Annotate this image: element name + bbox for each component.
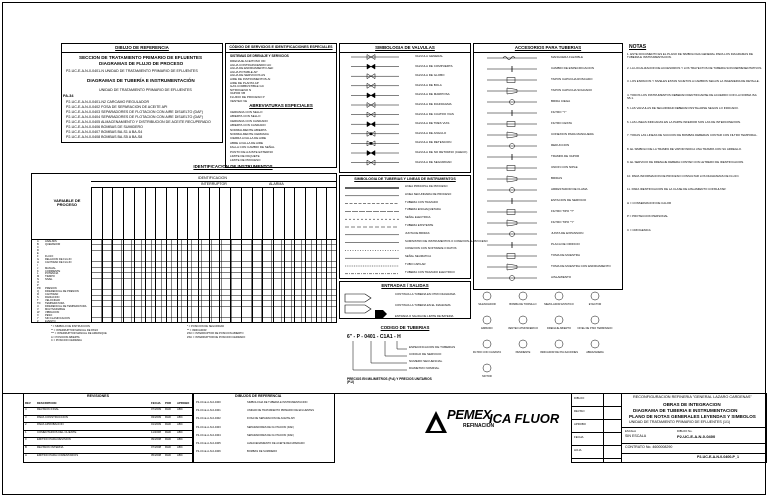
instrument-row-letter: A — [37, 240, 39, 243]
instrument-row-name: VELOCIDAD — [45, 299, 60, 302]
valve-label: VALVULA DE BOLA — [415, 82, 442, 87]
accessory-label: CAMBIO DE ESPECIFICACION — [551, 66, 595, 70]
accessory-label: CONEXION PARA MANGUERA — [551, 132, 594, 136]
tb-project: RECONFIGURACION REFINERIA "GENERAL LAZARO CARDENAS" — [633, 395, 752, 399]
revision-cell: 4 — [25, 407, 27, 411]
revision-cell: 11/2008 — [151, 429, 161, 434]
abbreviation-item: NORMALMENTE CERRADA — [230, 132, 269, 136]
reference-dwg-name: BOMBAS DE SUMIDERO — [247, 450, 278, 454]
inout-label: CONTINUA LA TUBERIA EN EL DIAGRAMA — [395, 303, 451, 307]
service-item: GAS COMBUSTIBLE GC — [230, 84, 265, 89]
title-block-field: DIBUJO — [574, 396, 585, 400]
instrument-row-letter: D — [37, 248, 39, 252]
accessory-label: BRIDA CIEGA — [551, 99, 571, 103]
accessory-symbols — [477, 54, 547, 286]
instrument-row-name: PRESION — [45, 287, 57, 291]
instrument-id-title: IDENTIFICACION DE INSTRUMENTOS — [193, 164, 273, 169]
services-title: CÓDIGO DE SERVICIOS E IDENTIFICACIONES ESPECIALES — [229, 45, 333, 49]
reference-drawing-item: P2-UC-E-A-N-0-0402 FOSA DE SEPARACION DE ACEITE API — [66, 105, 168, 109]
revision-cell: PARA APROBACION — [37, 422, 64, 427]
valve-symbols — [343, 53, 413, 171]
instrument-footnote: C = POSICION CERRADA — [51, 339, 82, 343]
misc-symbol-icon — [591, 316, 599, 324]
instrument-row-letter: X — [37, 313, 39, 317]
misc-symbol-label: EYECTOR — [588, 303, 602, 306]
misc-symbol-icon — [591, 292, 599, 300]
instrument-row-letter: M — [37, 275, 40, 279]
instrument-footnote: ZSO = INTERRUPTOR DE POSICION ABIERTO — [187, 332, 244, 336]
line-label: TUBERIA CON TRAZADO ELECTRICO — [405, 269, 455, 274]
title-block-field: FECHA — [574, 435, 584, 439]
instrument-row-letter: J — [37, 266, 39, 270]
note-item: 9. EL SERVICIO DE DRENAJE DEBERA CONTAR CON LETRERO DE IDENTIFICACION. — [627, 160, 745, 164]
reference-line-2: DIAGRAMAS DE FLUJO DE PROCESO — [99, 61, 184, 66]
pipecode-footer: PRECIOS EN MILIMETROS (P.A) Y PRECIOS UNITARIOS (P.U) — [347, 377, 432, 385]
reference-dwg-no: P2-UC-E-A-N-0-0405 — [196, 442, 221, 445]
misc-symbol-icon — [555, 316, 563, 324]
line-label: SEÑAL NEUMATICA — [405, 254, 432, 259]
valve-label: VALVULA DE GLOBO — [415, 73, 445, 78]
tb-line3: DIAGRAMA DE TUBERIA E INSTRUMENTACION — [633, 408, 738, 413]
pipecode-label: CODIGO DE SERVICIO — [409, 352, 442, 356]
service-item: VAPOR VB — [230, 91, 246, 96]
drawing-sheet — [2, 2, 766, 495]
abbreviations-title: ABREVIATURAS ESPECIALES — [249, 103, 313, 108]
valve-label: VALVULA DE ANGULO — [415, 130, 447, 135]
instrument-row-name: TIEMPO — [45, 275, 55, 279]
abbreviation-item: LIMITE DE PROCESO — [230, 158, 261, 163]
service-item: AGUA POTABLE AP — [230, 69, 258, 74]
note-item: H = CONSERVACION DE CALOR — [627, 200, 672, 205]
misc-symbol-icon — [555, 292, 563, 300]
accessory-label: UNION CON NIPLE — [551, 165, 578, 169]
misc-symbol-icon — [555, 340, 563, 348]
reference-dwg-no: P2-UC-E-A-N-0-0400 — [196, 401, 221, 404]
instrument-row-letter: I — [37, 263, 38, 267]
title-block-field: HOJA — [574, 448, 582, 452]
instrument-row-name: CORRIENTE — [45, 269, 61, 273]
service-item: NITROGENO N — [230, 87, 252, 92]
pipecode-label: ESPECIFICACION DE TUBERIAS — [409, 345, 456, 349]
inout-title: ENTRADAS / SALIDAS — [381, 283, 429, 288]
instrument-footnote: * = SIMBOLO DE INSTRUCCION — [51, 325, 90, 328]
revision-cell: 03/2009 — [151, 414, 162, 419]
misc-symbol-icon — [519, 292, 527, 300]
instrument-row-letter: W — [37, 310, 40, 314]
line-label: TUBERIA CON TRAZADO — [405, 199, 439, 204]
revision-cell: ABC — [177, 422, 183, 427]
misc-symbol-label: FILTRO CON CANASTA — [473, 351, 502, 354]
line-label: LINEA PRINCIPAL DE PROCESO — [405, 184, 448, 188]
instrument-row-letter: Q — [37, 290, 40, 294]
reference-dwg-no: P2-UC-E-A-N-0-0406 — [196, 450, 221, 454]
instrument-row-name: DIFERENCIAL DE TEMPERATURA — [45, 304, 87, 308]
valve-body-icon — [367, 122, 375, 127]
instrument-row-letter: T — [37, 299, 39, 302]
instrument-row-letter: N — [37, 278, 39, 282]
revision-cell: RHD — [165, 452, 172, 457]
accessory-label: TOMA DE MUESTRA — [551, 253, 580, 257]
abbreviation-item: FALLA CON CAMBIO DE SEÑAL — [230, 145, 275, 150]
line-symbols — [343, 184, 403, 279]
reference-dwg-name: SIMBOLOGIA DE TUBERIA E INSTRUMENTACION — [247, 401, 308, 404]
abbreviation-item: ABIERTA CON CANDADO — [230, 123, 266, 128]
revision-cell: 07/2008 — [151, 445, 162, 449]
revision-cell: RHD — [165, 445, 172, 449]
instrument-id-group: IDENTIFICACION — [198, 176, 227, 180]
note-item: 11. PARA IDENTIFICACION DE LA CLASE DE AISLAMIENTO CONSULTAR: — [627, 187, 727, 191]
abbreviation-item: NORMALMENTE ABIERTA — [230, 127, 267, 132]
abbreviation-item: LIMITE DE PAQUETE — [230, 154, 260, 158]
pipecode-label: DIAMETRO NOMINAL — [409, 366, 440, 370]
line-label: SUMINISTRO DE INSTRUMENTOS O CONEXION AL PROCESO — [405, 238, 488, 243]
note-item: 4. TODOS LOS INSTRUMENTOS DEBERAN IDENTIFICARSE DE ACUERDO CON LA NORMA ISA S5.1. — [627, 92, 757, 100]
instrument-row-letter: PD — [37, 287, 41, 291]
valve-label: VALVULA DE CUATRO VIAS — [415, 111, 454, 116]
accessories-title: ACCESORIOS PARA TUBERIAS — [514, 45, 582, 50]
abbreviation-item: CERRADA CON CANDADO — [230, 118, 268, 123]
note-item: 8. EL SIMBOLO DE LA TRAMPA DE VAPOR INDICA UNA TRAMPA CON SU ARREGLO. — [627, 146, 742, 151]
instrument-row-letter: F — [37, 254, 39, 258]
valve-label: VALVULA DE MARIPOSA — [415, 92, 450, 97]
instrument-row-name: RADIACION — [45, 296, 60, 300]
valve-label: VALVULA DE DIAFRAGMA — [415, 102, 452, 106]
revision-cell: ABC — [177, 437, 183, 442]
reference-title: DIBUJO DE REFERENCIA — [115, 45, 169, 50]
note-item: 7. TODAS LAS LINEAS DE SUCCION DE BOMBAS DEBERAN CONTAR CON FILTRO TEMPORAL. — [627, 133, 758, 137]
instrument-row-letter: Z — [37, 319, 39, 323]
abbreviation-item: ABIERTA CON SELLO — [230, 114, 261, 119]
instrument-row-letter: C — [37, 245, 39, 249]
abbreviation-item: CIERRA A FALLA DE AIRE — [230, 136, 267, 141]
valve-label: VALVULA DE NO RETORNO (CHECK) — [415, 150, 468, 154]
revision-cell: EMITIDO PARA COMENTARIOS — [37, 452, 79, 457]
accessory-label: FILTRO TIPO "Y" — [551, 220, 575, 224]
misc-symbol-label: MEZCLADOR ESTATICO — [544, 303, 574, 306]
abbreviation-item: CERRADA CON SELLO — [230, 110, 263, 114]
revision-cell: 01/2009 — [151, 422, 162, 427]
revision-cell: 09/2008 — [151, 437, 162, 442]
misc-symbol-icon — [519, 316, 527, 324]
reference-drawing-item: P2-UC-E-A-N-0-0404 SEPARADORES DE FLOTACION CON AIRE DISUELTO (DAF) — [66, 115, 203, 119]
instrument-row-name: POTENCIA — [45, 272, 59, 276]
pipecode-sample: 6" - P - 0401 - C1A1 - H — [347, 334, 401, 340]
accessory-label: FILTRO CESTA — [551, 121, 573, 125]
instrument-id-alarma: ALARMA — [269, 182, 284, 186]
reference-dwg-no: P2-UC-E-A-N-0-0403 — [196, 425, 221, 429]
instrument-footnote: A = POSICION ABIERTA — [51, 335, 80, 339]
revision-cell: ABC — [177, 407, 183, 411]
instrument-row-name: RELACION DE FLUJO — [45, 257, 72, 261]
reference-pa-code: PA-34 — [63, 94, 74, 98]
line-label: TUBO CAPILAR — [405, 262, 426, 266]
instrument-row-name: DIFERENCIAL DE PRESION — [45, 290, 79, 294]
instrument-variable-label: VARIABLE DE PROCESO — [53, 198, 81, 207]
valve-label: VALVULA DE SEGURIDAD — [415, 159, 452, 164]
accessory-label: PLACA DE ORIFICIO — [551, 242, 580, 246]
revision-cell: PARA CONSTRUCCION — [37, 414, 68, 419]
revision-header: POR — [165, 401, 172, 405]
valve-body-icon — [367, 93, 375, 98]
tb-sheet: P2-UC-E-A-N-0-0400-P_1 — [697, 455, 739, 459]
service-item: DRENAJE ACEITOSO OD — [230, 59, 266, 63]
revision-header: APROBO — [177, 401, 190, 405]
instrument-row-letter: S — [37, 296, 39, 300]
revision-cell: EMITIDO PARA REVISION — [37, 437, 71, 442]
note-item: 2. LA LOCALIZACION DE ACCESORIOS Y LOS TRAYECTOS DE TUBERIA SON REPRESENTATIVOS. — [627, 65, 763, 70]
accessory-label: MANGUERA FLEXIBLE — [551, 55, 584, 59]
instrument-row-letter: U — [37, 304, 39, 308]
title-block-field: REVISO — [574, 409, 585, 413]
instrument-row-letter: O — [37, 281, 40, 285]
misc-symbol-icon — [483, 364, 491, 372]
tb-scale-label: ESCALA — [625, 429, 637, 433]
note-item: 5. LAS VALVULAS DE SEGURIDAD DEBERAN INSTALARSE SEGUN LO INDICADO. — [627, 106, 739, 110]
revision-cell: 05/2008 — [151, 452, 162, 457]
service-item: AGUA CONTRAINCENDIO AC — [230, 62, 272, 67]
reference-line-4: DIAGRAMAS DE TUBERÍA E INSTRUMENTACIÓN — [87, 78, 195, 83]
misc-symbol-label: SILENCIADOR — [478, 303, 496, 306]
reference-dwg-name: SEPARADORES DE FLOTACION (DAF) — [247, 425, 294, 429]
accessory-label: TAPON CAPUCHA SOLDADO — [551, 88, 592, 92]
valve-label: VALVULA DE RETENCION — [415, 140, 452, 145]
reference-line-5: UNIDAD DE TRATAMIENTO PRIMARIO DE EFLUENTES — [99, 88, 192, 92]
accessory-label: FILTRO TIPO "T" — [551, 209, 575, 213]
revision-cell: ABC — [177, 414, 183, 419]
revision-cell: 1 — [25, 429, 27, 434]
valve-ball-icon — [370, 142, 373, 145]
valve-body-icon — [367, 64, 375, 69]
reference-line-1: SECCION DE TRATAMIENTO PRIMARIO DE EFLUENTES — [79, 55, 203, 60]
reference-drawing-item: P2-UC-E-A-N-0-0407 BOMBAS BA-S1 A BA-S4 — [66, 130, 143, 134]
line-label: LINEA SECUNDARIA DE PROCESO — [405, 191, 452, 196]
instrument-row-name: VIBRACION — [45, 310, 60, 314]
instrument-row-letter: K — [37, 269, 39, 273]
revision-cell: 2 — [25, 422, 27, 427]
accessory-label: ESTACION DE SERVICIO — [551, 198, 587, 202]
accessory-label: TAPON CAPUCHA ROSCADO — [551, 77, 593, 81]
misc-symbol-label: BOMBA DE TORNILLO — [509, 303, 537, 306]
instrument-footnote: ZSC = INTERRUPTOR DE POSICION CERRADO — [187, 335, 246, 339]
reference-dwg-name: UNIDAD DE TRATAMIENTO PRIMARIO DE EFLUENTES — [247, 409, 314, 413]
references-title: DIBUJOS DE REFERENCIA — [235, 394, 282, 398]
valve-label: VALVULA DE COMPUERTA — [415, 63, 453, 68]
abbreviation-item: PUNTO DE AJUSTE EXTERNO — [230, 149, 273, 154]
revision-cell: 0 — [25, 437, 27, 442]
note-item: 1. ESTE DOCUMENTO ES EL PLANO DE SIMBOLOGIA GENERAL PARA LOS DIAGRAMAS DE TUBERIA E INSTRUMENTACION. — [627, 52, 753, 60]
instrument-row-name: SIN CLASIFICACION — [45, 316, 70, 320]
revision-cell: ABC — [177, 445, 183, 449]
reference-dwg-name: SEPARADORES DE FLOTACION (DAF) — [247, 433, 294, 437]
instrument-row-letter: H — [37, 260, 39, 264]
revision-cell: ABC — [177, 452, 183, 457]
revision-cell: RHD — [165, 429, 172, 434]
revision-cell: REVISION FINAL — [37, 407, 60, 411]
instrument-row-letter: P — [37, 284, 39, 288]
misc-symbol-label: PENDIENTE — [515, 351, 531, 354]
accessory-label: AISLAMIENTO — [551, 275, 572, 279]
valve-label: VALVULA DE TRES VIAS — [415, 121, 450, 126]
instrument-row-letter: E — [37, 251, 39, 255]
instrument-footnote: ** = INDICADOR — [187, 328, 207, 332]
abbreviation-item: ABRE A FALLA DE AIRE — [230, 140, 264, 145]
instrument-row-letter: V — [37, 307, 39, 311]
reference-drawing-item: P2-UC-E-A-N-0-0405 ALMACENAMIENTO Y DISTRIBUCION DE ACEITE RECUPERADO — [66, 120, 211, 124]
valve-body-icon — [367, 151, 375, 156]
tb-contract: CONTRATO No. 4600008290 — [625, 445, 673, 449]
instrument-row-name: NIVEL — [45, 278, 53, 282]
reference-drawing-item: P2-UC-E-A-N-0-0406 BOMBAS DE SUMIDERO — [66, 125, 143, 129]
ica-fluor-logo: ICA FLUOR — [489, 411, 560, 426]
accessory-label: BRIDAS — [551, 176, 563, 180]
inout-symbols — [343, 291, 393, 319]
services-subtitle: SISTEMAS DE DRENAJE Y SERVICIOS — [230, 54, 289, 58]
revision-cell: RHD — [165, 422, 172, 427]
inout-label: ENTRADA O SALIDA DE LIMITE DE BATERIA — [395, 314, 454, 318]
instrument-row-name: EVENTO — [45, 319, 56, 323]
note-item: 10. PARA INFORMACION DE PROCESO CONSULTAR LOS DIAGRAMAS DE FLUJO. — [627, 173, 740, 178]
service-item: AGUA DE SERVICIOS AS — [230, 73, 266, 78]
service-item: FLUIDO DE PROCESO P — [230, 95, 265, 99]
pipecode-title: CODIGO DE TUBERIAS — [380, 325, 430, 330]
tb-line5: UNIDAD DE TRATAMIENTO PRIMARIO DE EFLUENTES (1/1) — [629, 420, 731, 424]
line-label: TUBERIA ENCHAQUETADA — [405, 207, 441, 212]
reference-dwg-name: FOSA DE SEPARACION DE ACEITE API — [247, 417, 295, 421]
misc-symbol-label: MOTOR — [482, 375, 492, 378]
instrument-row-name: CANTIDAD — [45, 293, 59, 297]
instrument-footnote: *** = INTERRUPTOR MANUAL DE ARRANQUE — [51, 332, 107, 336]
tb-dwg: P2-UC-E-A-N-0-0400 — [677, 434, 716, 439]
service-item: AGUA DE ENFRIAMIENTO AEF — [230, 66, 274, 71]
revision-header: REV — [25, 401, 31, 405]
line-label: TUBERIA EXISTENTE — [405, 223, 434, 227]
note-item: P = PROTECCION PERSONAL — [627, 214, 668, 218]
revision-cell: REVISION INTERNA — [37, 445, 64, 449]
notes-title: NOTAS — [629, 44, 647, 50]
instrument-row-name: ANALISIS — [45, 240, 57, 243]
instrument-row-name: FLUJO — [45, 254, 54, 258]
revision-cell: RHD — [165, 407, 172, 411]
instrument-footnote: ** = INTERRUPTOR MANUAL DE PASO — [51, 328, 99, 332]
accessory-label: TRAMPA DE VAPOR — [551, 154, 580, 158]
valve-ball-icon — [370, 132, 373, 135]
pipecode-label: NUMERO SECUENCIAL — [409, 359, 443, 363]
revision-cell: 3 — [25, 414, 27, 419]
misc-symbol-icon — [519, 340, 527, 348]
line-label: JUNTA DE BRIDAS — [405, 230, 430, 235]
instrument-row-letter: TD — [37, 301, 41, 305]
misc-symbol-label: ABRAZADERA — [586, 351, 604, 354]
misc-symbol-label: VENTEO ATMOSFERICO — [507, 327, 539, 330]
tb-dwg-label: DIBUJO No. — [677, 429, 693, 433]
line-label: CONEXION CON SOFTWARE O DATOS — [405, 246, 457, 251]
misc-symbol-icon — [483, 316, 491, 324]
misc-symbol-label: EMBUDO — [481, 327, 493, 330]
misc-symbol-label: DRENAJE ABIERTO — [547, 327, 571, 330]
valve-label: VALVULA GENERAL — [415, 54, 444, 58]
revision-cell: A — [25, 452, 27, 457]
instrument-row-letter: G — [37, 257, 40, 261]
instrument-row-letter: R — [37, 293, 39, 297]
misc-symbol-icon — [483, 340, 491, 348]
pemex-wordmark: PEMEX — [447, 407, 492, 422]
note-item: 6. LAS LINEAS INDICADAS EN LA PARTE INFERIOR SON LAS DE INTERCONEXION. — [627, 119, 741, 124]
reference-dwg-name: ALMACENAMIENTO DE ACEITE RECUPERADO — [247, 442, 305, 445]
instrument-row-letter: B — [37, 242, 39, 246]
service-item: VENTEO VE — [230, 98, 248, 103]
accessory-label: FILTRO "Y" — [551, 110, 567, 114]
note-item: 3. LOS ESPACIOS Y NIVELES ESTAN SUJETOS A CAMBIOS SEGUN LA INGENIERIA DE DETALLE. — [627, 79, 760, 83]
revision-header: FECHA — [151, 401, 161, 405]
revision-cell: COMENTARIOS DEL CLIENTE — [37, 429, 77, 434]
revision-cell: B — [25, 445, 27, 449]
instrument-row-name: MULTIVARIABLE — [45, 307, 66, 311]
tb-line4: PLANO DE NOTAS GENERALES LEYENDAS Y SIMBOLOS — [629, 414, 756, 419]
accessory-label: REDUCCION — [551, 143, 570, 147]
revision-cell: ABC — [177, 429, 183, 434]
instrument-row-letter: L — [37, 272, 39, 276]
revision-cell: RHD — [165, 414, 172, 419]
misc-symbol-label: NIVEL DE PISO TERMINADO — [577, 327, 613, 330]
valves-title: SIMBOLOGIA DE VALVULAS — [375, 45, 435, 50]
reference-drawing-item: P2-UC-E-A-N-0-0401-N2 CARCAMO REGULADOR — [66, 100, 150, 104]
misc-symbol-icon — [483, 292, 491, 300]
tb-scale: SIN ESCALA — [625, 434, 647, 438]
inout-label: CONTINUA LA TUBERIA EN OTRO DIAGRAMA — [395, 292, 456, 296]
instrument-grid — [91, 239, 337, 323]
reference-drawing-item: P2-UC-E-A-N-0-0403 SEPARADORES DE FLOTACION CON AIRE DISUELTO (DAF) — [66, 110, 203, 114]
note-item: C = CRIOGENICA — [627, 227, 651, 232]
tb-line2: OBRAS DE INTEGRACION — [663, 402, 721, 407]
instrument-row-name: TEMPERATURA — [45, 301, 65, 305]
instrument-row-name: PESO — [45, 313, 53, 317]
instrument-row-letter: Y — [37, 316, 39, 320]
instrument-footnote: * = POSICION DE SEGURIDAD — [187, 325, 225, 328]
instrument-id-interruptor: INTERRUPTOR — [201, 182, 227, 186]
title-block-field: APROBO — [574, 422, 586, 426]
instrument-row-name: CANTIDAD DE FLUJO — [45, 260, 72, 264]
lines-title: SIMBOLOGIA DE TUBERIAS Y LINEAS DE INSTRUMENTOS — [354, 177, 456, 181]
misc-symbols — [473, 288, 623, 378]
pemex-sub: REFINACION — [463, 423, 495, 429]
misc-symbol-icon — [591, 340, 599, 348]
misc-symbol-label: INDICADOR DE PULSACIONES — [539, 351, 579, 354]
accessory-label: JUNTA DE EXPANSION — [551, 231, 584, 235]
instrument-row-name: MANUAL — [45, 266, 56, 270]
service-item: AIRE DE PLANTA AP — [230, 80, 259, 85]
accessory-label: TOMA DE MUESTRA CON ENFRIAMIENTO — [551, 264, 611, 268]
revision-cell: 07/2009 — [151, 407, 162, 411]
instrument-row-name: QUEMADOR — [45, 242, 61, 246]
line-label: SEÑAL ELECTRICA — [405, 215, 431, 220]
service-item: AIRE DE INSTRUMENTOS AI — [230, 77, 271, 81]
reference-dwg-no: P2-UC-E-A-N-0-0401 — [196, 409, 221, 413]
revision-cell: RHD — [165, 437, 172, 442]
revision-header: DESCRIPCION — [37, 401, 57, 405]
reference-drawing-item: P2-UC-E-A-N-0-0408 BOMBAS BA-S5 A BA-S8 — [66, 135, 143, 139]
reference-dwg-no: P2-UC-E-A-N-0-0402 — [196, 417, 221, 421]
accessory-label: ARRESTADOR DE FLAMA — [551, 187, 588, 191]
reference-dwg-no: P2-UC-E-A-N-0-0404 — [196, 433, 221, 437]
revisions-title: REVISIONES — [87, 394, 109, 398]
reference-line-3: P2-UC-E-A-N-0-0401-N UNIDAD DE TRATAMIENTO PRIMARIO DE EFLUENTES — [66, 69, 198, 73]
